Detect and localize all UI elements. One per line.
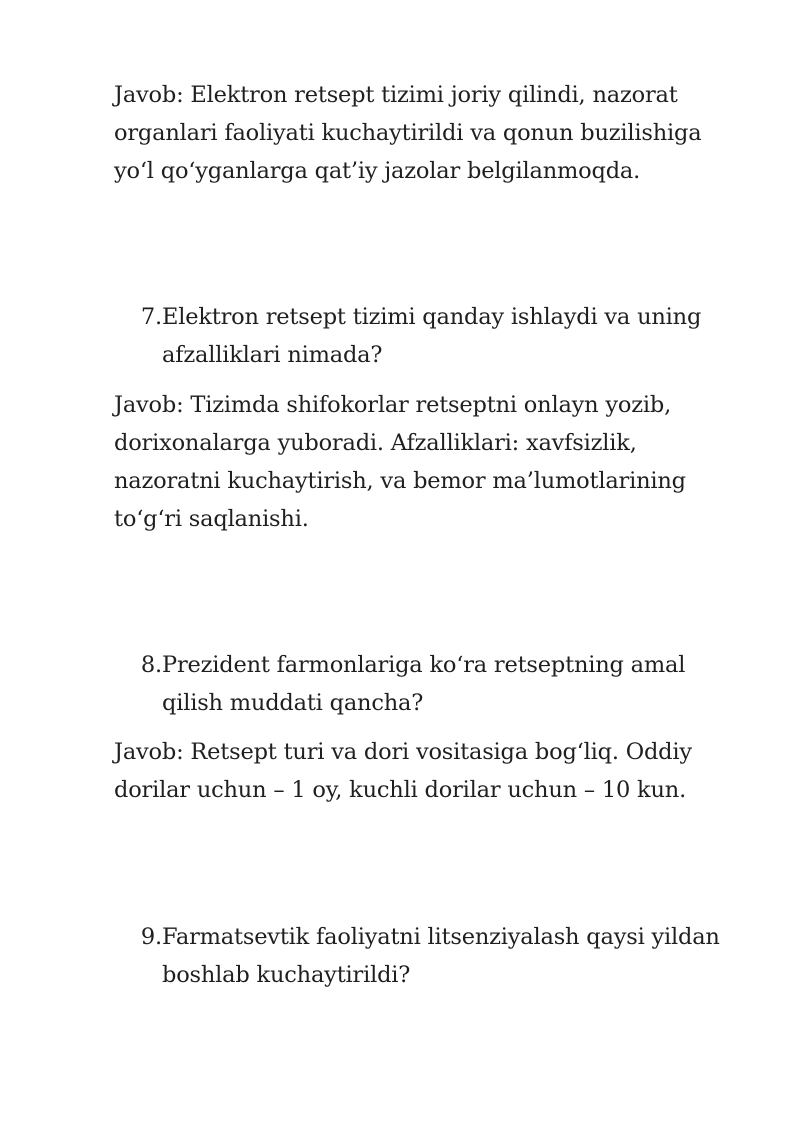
question-text <box>162 298 764 374</box>
question-number: 8. <box>140 652 162 678</box>
question-text <box>162 918 764 994</box>
answer-line: yo‘l qo‘yganlarga qat’iy jazolar belgilanmoqda. <box>114 158 641 184</box>
question-number: 7. <box>140 304 162 330</box>
answer-line: Javob: Elektron retsept tizimi joriy qilindi, nazorat <box>114 82 678 108</box>
question-line: qilish muddati qancha? <box>162 690 424 716</box>
question-9-item <box>114 918 764 994</box>
question-number: 9. <box>140 924 162 950</box>
answer-line: Javob: Retsept turi va dori vositasiga bog‘liq. Oddiy <box>114 739 692 765</box>
answer-line: organlari faoliyati kuchaytirildi va qonun buzilishiga <box>114 120 702 146</box>
answer-7-paragraph <box>114 386 764 538</box>
answer-line: nazoratni kuchaytirish, va bemor ma’lumotlarining <box>114 468 686 494</box>
question-text <box>162 646 764 722</box>
question-7-item <box>114 298 764 374</box>
question-line: afzalliklari nimada? <box>162 342 383 368</box>
answer-line: dorilar uchun – 1 oy, kuchli dorilar uchun – 10 kun. <box>114 777 687 803</box>
answer-line: dorixonalarga yuboradi. Afzalliklari: xavfsizlik, <box>114 430 637 456</box>
question-8-item <box>114 646 764 722</box>
answer-8-paragraph <box>114 733 764 809</box>
answer-line: Javob: Tizimda shifokorlar retseptni onlayn yozib, <box>114 392 672 418</box>
question-line: Prezident farmonlariga ko‘ra retseptning amal <box>162 652 686 678</box>
answer-line: to‘g‘ri saqlanishi. <box>114 506 309 532</box>
question-line: Elektron retsept tizimi qanday ishlaydi va uning <box>162 304 702 330</box>
question-line: Farmatsevtik faoliyatni litsenziyalash qaysi yildan <box>162 924 720 950</box>
question-line: boshlab kuchaytirildi? <box>162 962 411 988</box>
answer-6-paragraph <box>114 76 764 190</box>
